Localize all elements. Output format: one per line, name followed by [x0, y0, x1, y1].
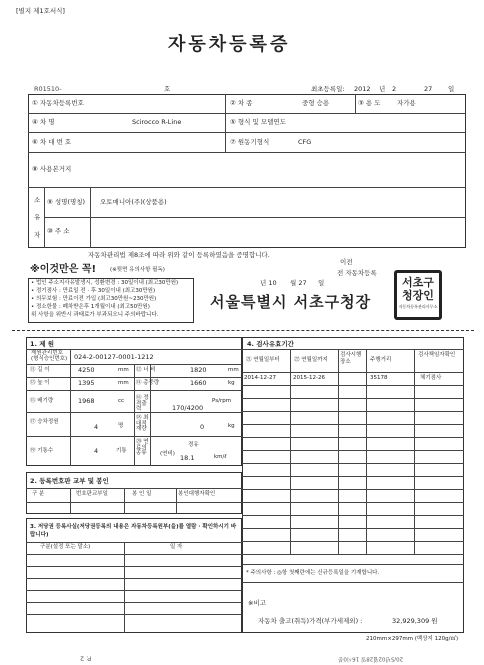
- year-unit: 년: [379, 85, 386, 93]
- length-label: ⑪ 길 이: [30, 367, 50, 373]
- inspection-heading: 4. 검사유효기간: [247, 340, 294, 348]
- notice-line: • 정소한물 : 폐차받은후 1개월이내 (최고50만원): [31, 304, 150, 310]
- fold-line: [12, 330, 474, 331]
- first-registration-label: 최초등록일:: [311, 85, 345, 93]
- fuel-efficiency-label: (연비): [160, 451, 175, 457]
- owner-name-value: 오토매니아(주)(상품용): [100, 198, 167, 206]
- inspection-col-place: 검사시행장소: [340, 352, 362, 365]
- seating-unit: 명: [118, 423, 124, 429]
- mortgage-col-type: 구분(설정 또는 말소): [40, 544, 91, 550]
- max-load-value: 0: [200, 423, 205, 431]
- height-label: ⑬ 높 이: [30, 380, 50, 386]
- rated-output-unit: Ps/rpm: [212, 398, 232, 404]
- vehicle-type-value: 중형 승용: [302, 99, 330, 107]
- day-unit: 일: [448, 85, 455, 93]
- inspection-to: 2015-12-26: [293, 375, 325, 381]
- rated-output-value: 170/4200: [172, 404, 204, 412]
- seal-line-1: 서초구: [402, 276, 434, 289]
- notice-line: • 정기점사 : 만료일 전 · 후 30일이내 (최고30만원): [31, 288, 156, 294]
- model-year-label: ⑤ 형식 및 모델연도: [230, 118, 286, 126]
- engine-type-value: CFG: [298, 138, 312, 146]
- official-seal: [394, 270, 442, 320]
- inspection-mileage: 35178: [370, 375, 388, 381]
- notice-line: 위 사항을 위반시 과태료가 부과되오니 주의바랍니다.: [31, 312, 159, 318]
- transfer-label: 이전: [340, 258, 353, 266]
- document-title: 자동차등록증: [168, 34, 291, 55]
- issue-day: 일: [318, 279, 325, 287]
- mortgage-heading: 3. 저당권 등록사실(저당권등록의 내용은 자동차등록원부(을)를 열람 · 확인하시기 바랍니다): [30, 524, 237, 539]
- owner-side-3: 자: [34, 231, 41, 239]
- plate-heading: 2. 등록번호판 교부 및 봉인: [30, 477, 109, 485]
- vehicle-type-label: ② 차 종: [230, 99, 253, 107]
- vehicle-number-label: ① 자동차등록번호: [32, 99, 84, 107]
- issue-month: 월 27: [290, 279, 307, 287]
- vin-label: ⑥ 차 대 번 호: [32, 138, 72, 146]
- spec-cert-label-sub: (형식승인번호): [31, 356, 68, 362]
- inspection-from: 2014-12-27: [244, 375, 276, 381]
- spec-cert-value: 024-2-00127-0001-1212: [74, 353, 154, 361]
- first-registration-month: 2: [392, 85, 397, 93]
- displacement-unit: cc: [118, 398, 125, 404]
- plate-col-seal-date: 봉 인 일: [132, 491, 152, 497]
- cylinders-label: ⑲ 기통수: [30, 448, 54, 454]
- height-unit: mm: [118, 380, 129, 386]
- usage-label: ③ 용 도: [358, 99, 381, 107]
- inspection-col-checker: 검사책임자확인: [418, 352, 456, 358]
- length-value: 4250: [78, 366, 95, 374]
- width-value: 1820: [190, 366, 207, 374]
- first-registration-day: 27: [424, 85, 433, 93]
- vehicle-name-label: ④ 차 명: [32, 118, 55, 126]
- notice-line: • 법인 주소지사유발생시, 성환변경 : 30일이내 (최고30만원): [31, 280, 179, 286]
- height-value: 1395: [78, 379, 95, 387]
- cylinders-value: 4: [94, 447, 99, 455]
- usage-value: 자가용: [397, 99, 416, 107]
- first-registration-year: 2012: [354, 85, 371, 93]
- max-load-unit: kg: [228, 423, 235, 429]
- engine-type-label: ⑦ 원동기형식: [230, 138, 270, 146]
- form-tag: [별지 제1호서식]: [16, 7, 65, 15]
- certification-statement: 자동차관리법 제8조에 따라 위와 같이 등록하였음을 증명합니다.: [88, 251, 270, 259]
- inspection-col-from: ㉑ 연월일부터: [246, 357, 280, 363]
- seal-small-text: 자동차등록관리사무소: [398, 304, 438, 309]
- registration-number: R01510-: [34, 85, 62, 93]
- previous-registration-label: 전 자동차등록: [337, 269, 377, 277]
- price-label: 자동차 출고(취득)가격(부가세제외) :: [258, 617, 363, 625]
- gross-weight-label: ⑭ 총중량: [136, 380, 160, 386]
- spec-heading: 1. 제 원: [30, 340, 55, 348]
- fax-timestamp: 20/5년02월28일 16시0분: [338, 655, 404, 662]
- plate-col-issue-date: 번호판교부일: [76, 491, 108, 497]
- rated-output-label: ⑯ 정격출력: [136, 395, 149, 412]
- fuel-type-value: 경유: [188, 442, 199, 448]
- ho-label: 호: [164, 85, 171, 93]
- inspection-col-to: ㉒ 연월일까지: [294, 357, 328, 363]
- seating-label: ⑰ 승차정원: [30, 419, 59, 425]
- inspection-footnote: * 주의사항 : ◎항 첫째란에는 신규등록일을 기재합니다.: [246, 570, 380, 576]
- owner-side-2: 유: [34, 213, 41, 221]
- fuel-efficiency-unit: km/ℓ: [214, 454, 227, 460]
- gross-weight-unit: kg: [228, 380, 235, 386]
- notice-subheading: (※뒷면 유의사항 필독): [110, 267, 165, 273]
- seating-value: 4: [94, 423, 99, 431]
- remarks-label: ※비고: [248, 599, 267, 607]
- width-label: ⑫ 너 비: [136, 367, 156, 373]
- mortgage-col-date: 일 자: [170, 544, 183, 550]
- inspection-checker: 체기점사: [420, 375, 442, 381]
- owner-name-label: ⑨ 성명(명칭): [47, 198, 86, 206]
- width-unit: mm: [228, 367, 239, 373]
- page-number: P. 2: [80, 654, 92, 663]
- plate-col-seal-agent: 봉인대행자확인: [178, 491, 216, 497]
- base-location-label: ⑧ 사용본거지: [32, 165, 72, 173]
- issuing-authority: 서울특별시 서초구청장: [210, 293, 372, 311]
- inspection-col-mileage: 주행거리: [370, 357, 392, 363]
- owner-address-label: ⑩ 주 소: [47, 227, 70, 235]
- price-value: 32,929,309 원: [392, 617, 438, 625]
- length-unit: mm: [118, 367, 129, 373]
- notice-line: • 의무보험 : 만료이전 가입 (최고30만원~230만원): [31, 296, 157, 302]
- spec-cert-label: 제원관리번호: [31, 350, 63, 356]
- cylinders-unit: 기통: [116, 448, 127, 454]
- paper-size: 210mm×297mm (백상지 120g/㎡): [366, 636, 459, 642]
- displacement-label: ⑮ 배기량: [30, 398, 54, 404]
- owner-side-1: 소: [34, 196, 41, 204]
- seal-line-2: 청장인: [402, 289, 434, 302]
- plate-col-type: 구 분: [32, 491, 45, 497]
- displacement-value: 1968: [78, 397, 95, 405]
- fuel-efficiency-value: 18.1: [180, 454, 195, 462]
- issue-year: 년 10: [260, 279, 277, 287]
- vehicle-name-value: Scirocco R-Line: [132, 118, 182, 126]
- fuel-type-label: ⑳ 연료의 종류: [136, 439, 149, 456]
- gross-weight-value: 1660: [190, 379, 207, 387]
- max-load-label: ⑱ 최대적재량: [136, 415, 149, 432]
- notice-heading: ※이것만은 꼭!: [30, 264, 97, 275]
